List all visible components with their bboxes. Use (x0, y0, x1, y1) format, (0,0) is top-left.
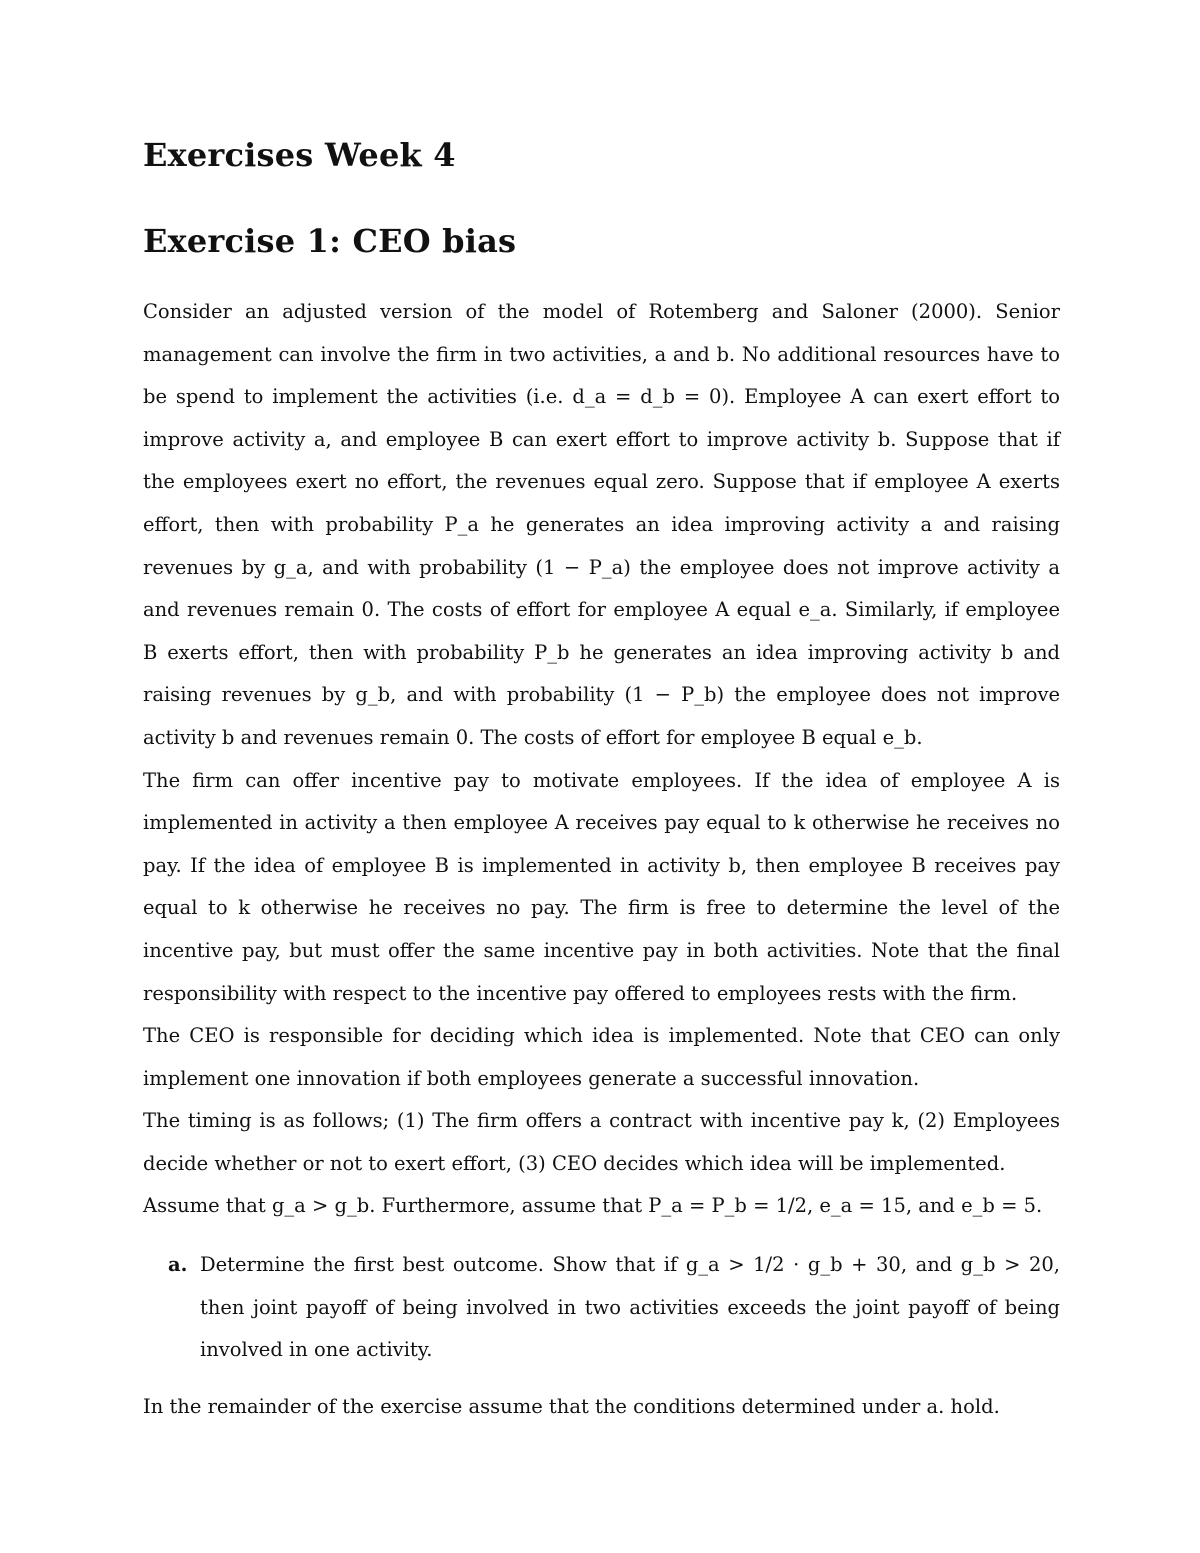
paragraph-ceo-role: The CEO is responsible for deciding which idea is implemented. Note that CEO can only implement one innovation if both employees generate a successful innovation. (143, 1024, 1060, 1090)
question-a (143, 1244, 1060, 1372)
paragraph-assumptions: Assume that g_a > g_b. Furthermore, assume that P_a = P_b = 1/2, e_a = 15, and e_b = 5. (143, 1194, 1043, 1218)
document-body (143, 291, 1060, 1428)
exercise-heading: Exercise 1: CEO bias (143, 222, 517, 260)
paragraph-model: Consider an adjusted version of the model of Rotemberg and Saloner (2000). Senior management can involve the firm in two activities, a and b. No additional resources have to be spend to implement the activities (i.e. d_a = d_b = 0). Employee A can exert effort to improve activity a, and employee B can exert effort to improve activity b. Suppose that if the employees exert no effort, the revenues equal zero. Suppose that if employee A exerts effort, then with probability P_a he generates an idea improving activity a and raising revenues by g_a, and with probability (1 − P_a) the employee does not improve activity a and revenues remain 0. The costs of effort for employee A equal e_a. Similarly, if employee B exerts effort, then with probability P_b he generates an idea improving activity b and raising revenues by g_b, and with probability (1 − P_b) the employee does not improve activity b and revenues remain 0. The costs of effort for employee B equal e_b. (143, 300, 1060, 749)
paragraph-timing: The timing is as follows; (1) The firm offers a contract with incentive pay k, (2) Employees decide whether or not to exert effort, (3) CEO decides which idea will be implemented. (143, 1109, 1060, 1175)
document-title: Exercises Week 4 (143, 136, 456, 174)
question-a-text: Determine the first best outcome. Show that if g_a > 1/2 · g_b + 30, and g_b > 20, then joint payoff of being involved in two activities exceeds the joint payoff of being involved in one activity. (200, 1253, 1060, 1362)
paragraph-incentive-pay: The firm can offer incentive pay to motivate employees. If the idea of employee A is implemented in activity a then employee A receives pay equal to k otherwise he receives no pay. If the idea of employee B is implemented in activity b, then employee B receives pay equal to k otherwise he receives no pay. The firm is free to determine the level of the incentive pay, but must offer the same incentive pay in both activities. Note that the final responsibility with respect to the incentive pay offered to employees rests with the firm. (143, 768, 1060, 1005)
question-a-label: a. (168, 1253, 188, 1277)
paragraph-closing: In the remainder of the exercise assume that the conditions determined under a. hold. (143, 1394, 1000, 1418)
